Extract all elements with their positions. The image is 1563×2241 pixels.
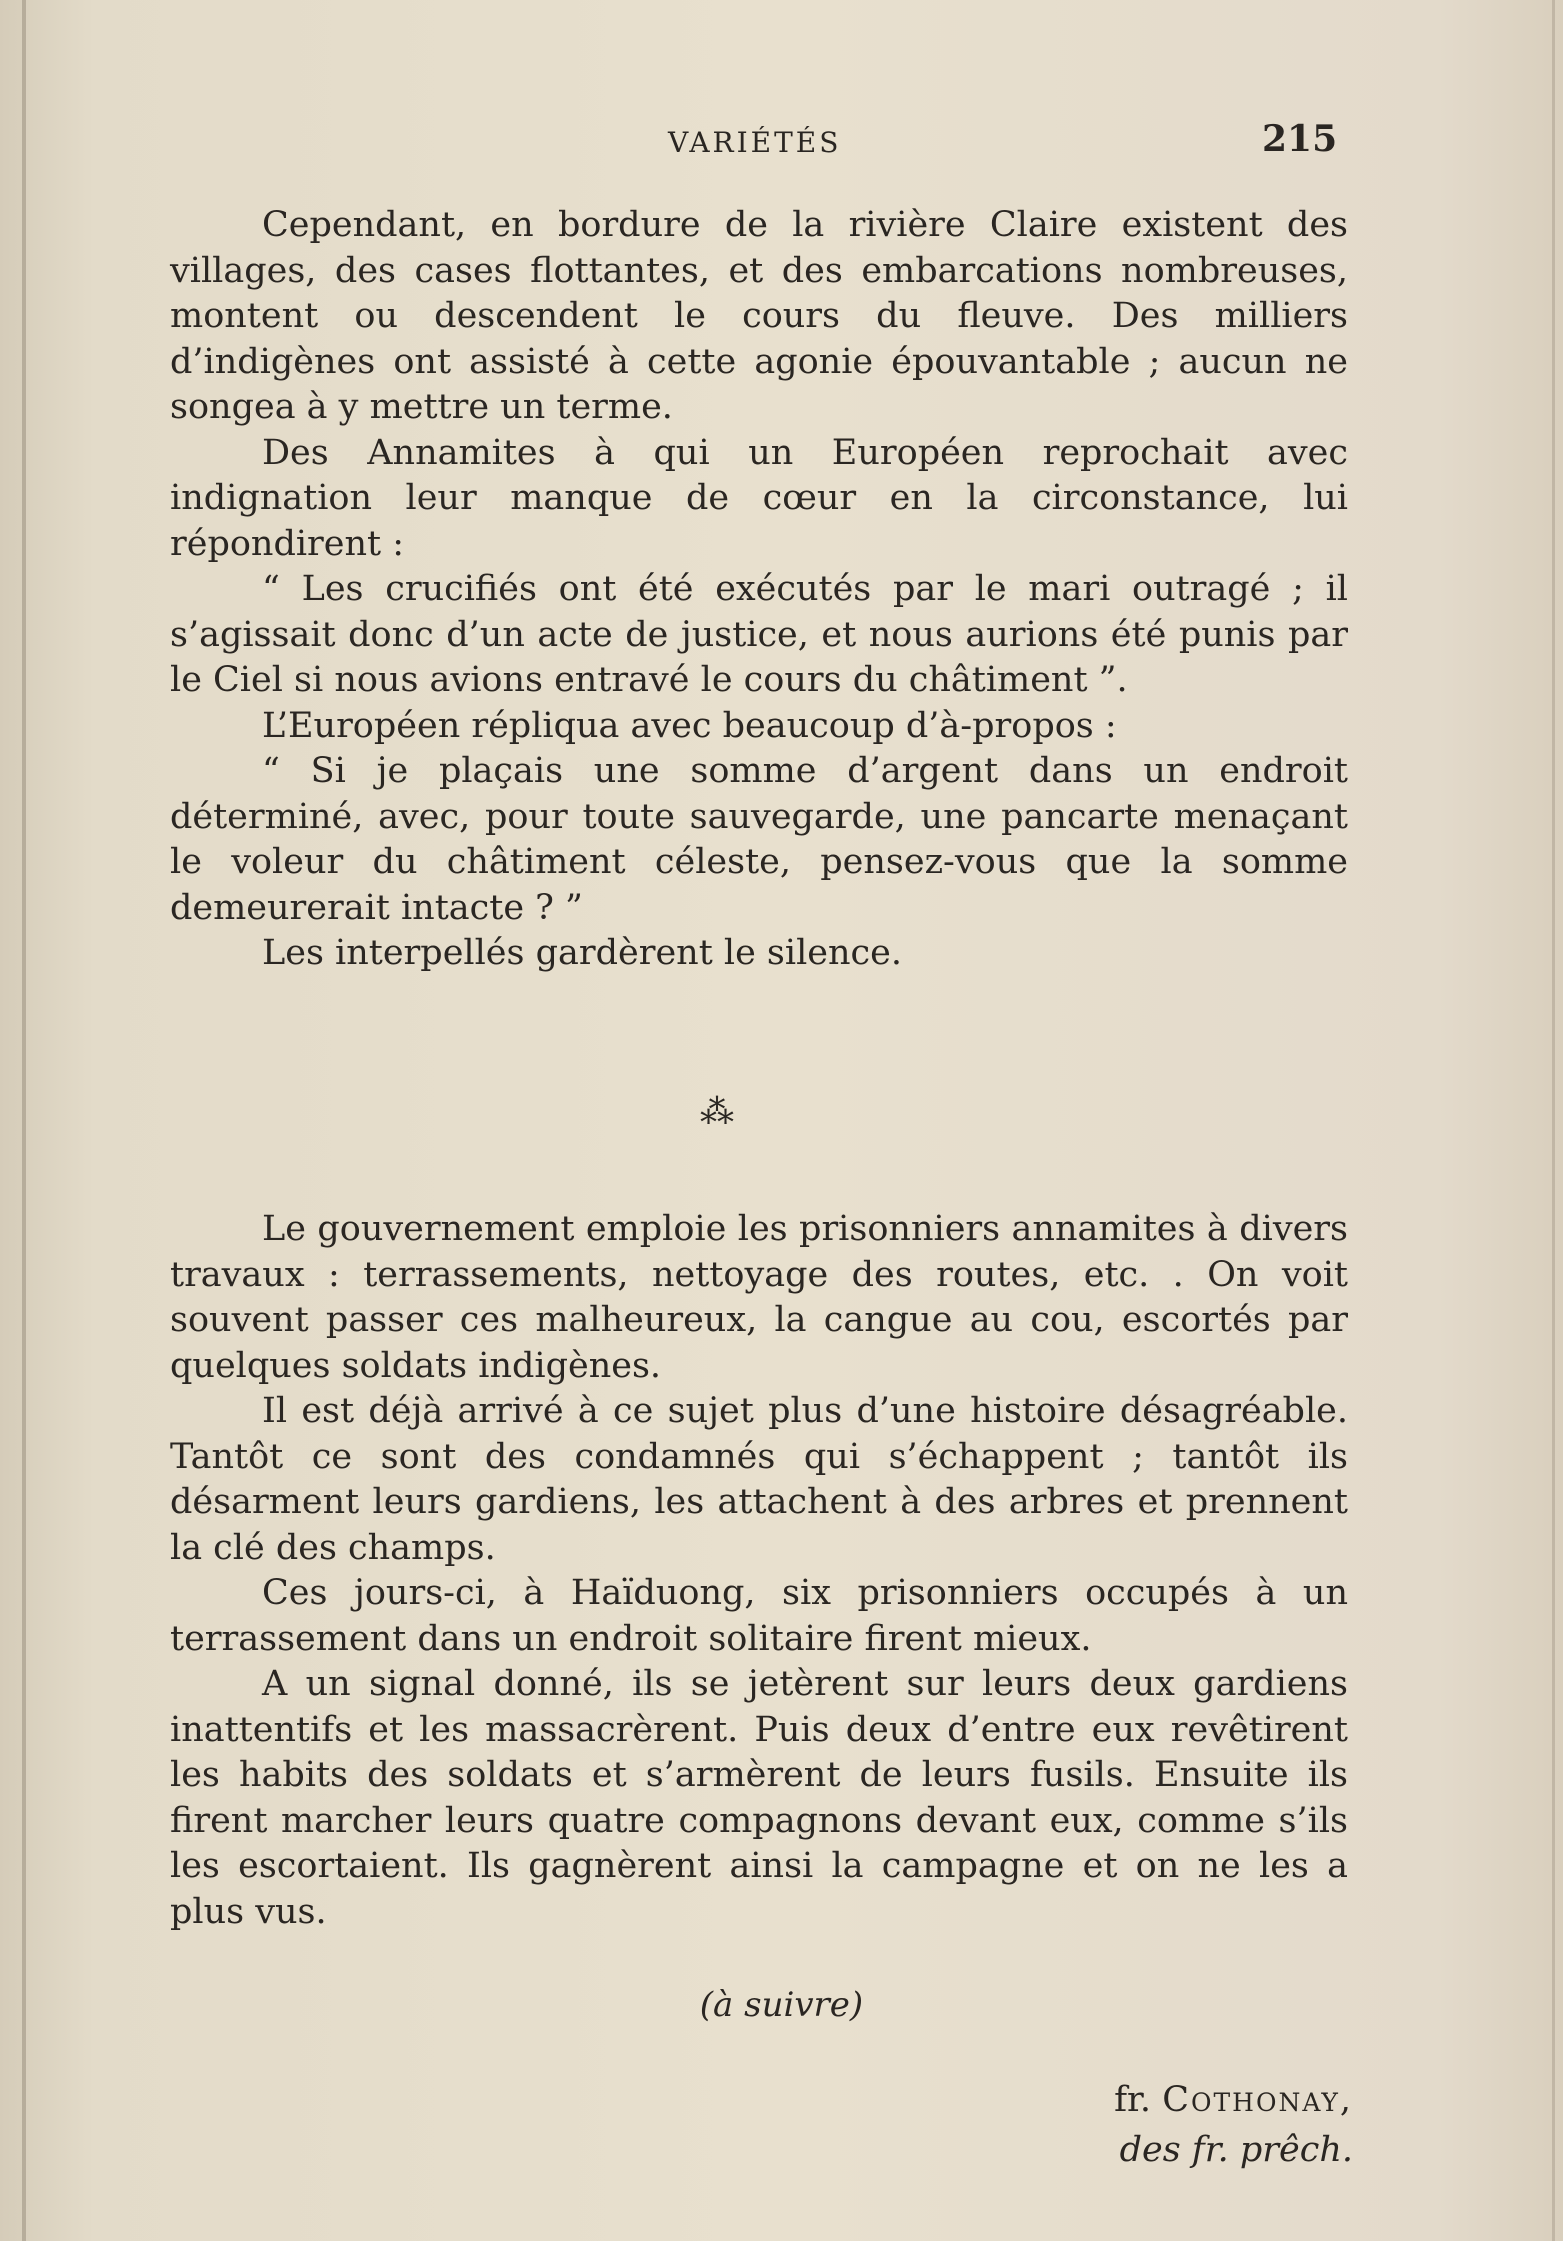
paragraph: A un signal donné, ils se jetèrent sur leurs deux gardiens inattentifs et les massacrèrent. Puis deux d’entre eux revêtirent les habits des soldats et s’armèrent de leurs fusils. Ensuite ils firent marcher leurs quatre compagnons devant eux, comme s’ils les escortaient. Ils gagnèrent ainsi la campagne et on ne les a plus vus. <box>170 1664 1348 1932</box>
paragraph: “ Si je plaçais une somme d’argent dans un endroit déterminé, avec, pour toute sauvegarde, une pancarte menaçant le voleur du châtiment céleste, pensez-vous que la somme demeurerait intacte ? ” <box>170 751 1348 928</box>
running-head <box>0 118 1563 168</box>
signature-name: Cothonay, <box>1162 2080 1353 2120</box>
page-number: 215 <box>1262 118 1338 160</box>
signature-prefix: fr. <box>1114 2080 1152 2120</box>
page-spine-shadow <box>22 0 26 2241</box>
section-separator: ⁂ <box>700 1092 734 1132</box>
signature-name-line <box>1114 2075 1353 2125</box>
text-section-2 <box>170 1207 1348 1935</box>
page-edge <box>1552 0 1555 2241</box>
paragraph: L’Européen répliqua avec beaucoup d’à-propos : <box>262 705 1117 746</box>
signature <box>1114 2075 1353 2175</box>
paragraph: Il est déjà arrivé à ce sujet plus d’une histoire désagréable. Tantôt ce sont des condamnés qui s’échappent ; tantôt ils désarment leurs gardiens, les attachent à des arbres et prennent la clé des champs. <box>170 1391 1348 1568</box>
text-section-1 <box>170 203 1348 977</box>
to-be-continued: (à suivre) <box>699 1985 864 2025</box>
signature-order: des fr. prêch. <box>1119 2130 1353 2170</box>
paragraph: Cependant, en bordure de la rivière Claire existent des villages, des cases flottantes, et des embarcations nombreuses, montent ou descendent le cours du fleuve. Des milliers d’indigènes ont assisté à cette agonie épouvantable ; aucun ne songea à y mettre un terme. <box>170 205 1348 427</box>
paragraph: Les interpellés gardèrent le silence. <box>262 933 902 973</box>
running-title: VARIÉTÉS <box>668 126 842 159</box>
paragraph: Le gouvernement emploie les prisonniers annamites à divers travaux : terrassements, nettoyage des routes, etc. . On voit souvent passer ces malheureux, la cangue au cou, escortés par quelques soldats indigènes. <box>170 1209 1348 1386</box>
paragraph: Des Annamites à qui un Européen reprochait avec indignation leur manque de cœur en la circonstance, lui répondirent : <box>170 432 1348 564</box>
paragraph: Ces jours-ci, à Haïduong, six prisonniers occupés à un terrassement dans un endroit solitaire firent mieux. <box>170 1573 1348 1659</box>
paragraph: “ Les crucifiés ont été exécutés par le mari outragé ; il s’agissait donc d’un acte de justice, et nous aurions été punis par le Ciel si nous avions entravé le cours du châtiment ”. <box>170 569 1348 700</box>
